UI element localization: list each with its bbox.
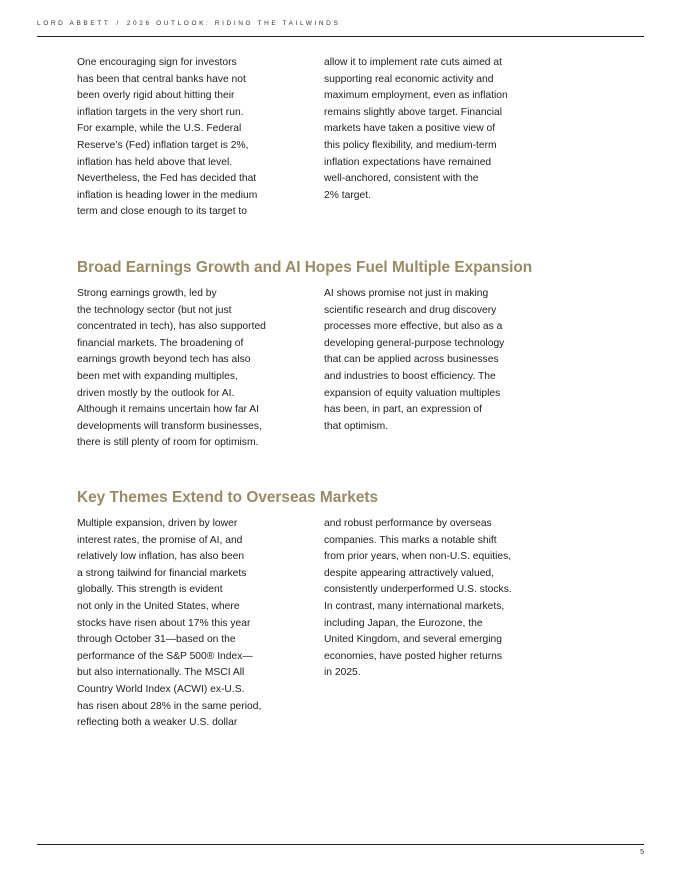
text-line: economies, have posted higher returns (324, 650, 503, 662)
page-number: 5 (640, 849, 644, 856)
text-line: been overly rigid about hitting their (77, 90, 235, 102)
text-line: companies. This marks a notable shift (324, 534, 497, 546)
overseas-left-column (77, 516, 324, 732)
text-line: supporting real economic activity and (324, 73, 494, 85)
text-line: In contrast, many international markets, (324, 600, 505, 612)
overseas-section (77, 488, 547, 732)
text-line: term and close enough to its target to (77, 206, 247, 218)
text-line: inflation has held above that level. (77, 156, 233, 168)
text-line: inflation expectations have remained (324, 156, 492, 168)
text-line: consistently underperformed U.S. stocks. (324, 584, 512, 596)
text-line: inflation is heading lower in the medium (77, 189, 258, 201)
text-line: in 2025. (324, 667, 361, 679)
text-line: Multiple expansion, driven by lower (77, 518, 238, 529)
text-line: scientific research and drug discovery (324, 304, 497, 316)
text-line: from prior years, when non-U.S. equities, (324, 551, 512, 563)
text-line: that optimism. (324, 420, 389, 432)
text-line: driven mostly by the outlook for AI. (77, 387, 235, 399)
text-line: For example, while the U.S. Federal (77, 123, 242, 135)
text-line: has been, in part, an expression of (324, 404, 482, 416)
text-line: stocks have risen about 17% this year (77, 617, 251, 629)
text-line: not only in the United States, where (77, 600, 240, 612)
text-line: processes more effective, but also as a (324, 321, 503, 333)
running-header (37, 20, 340, 27)
text-line: including Japan, the Eurozone, the (324, 617, 483, 629)
text-line: developing general-purpose technology (324, 337, 505, 349)
intro-section (77, 55, 547, 221)
text-line: relatively low inflation, has also been (77, 551, 245, 563)
section-heading-earnings: Broad Earnings Growth and AI Hopes Fuel Multiple Expansion (77, 259, 533, 276)
text-line: Although it remains uncertain how far AI (77, 404, 260, 416)
footer-rule (37, 844, 644, 845)
text-line: despite appearing attractively valued, (324, 567, 495, 579)
text-line: reflecting both a weaker U.S. dollar (77, 717, 238, 729)
document-title: 2026 OUTLOOK: RIDING THE TAILWINDS (126, 20, 341, 27)
text-line: performance of the S&P 500® Index— (77, 650, 253, 662)
text-line: United Kingdom, and several emerging (324, 634, 503, 646)
text-line: globally. This strength is evident (77, 584, 223, 596)
text-line: inflation targets in the very short run. (77, 106, 244, 118)
text-line: concentrated in tech), has also supported (77, 321, 266, 333)
text-line: maximum employment, even as inflation (324, 90, 508, 102)
text-line: allow it to implement rate cuts aimed at (324, 57, 502, 68)
text-line: this policy flexibility, and medium-term (324, 139, 497, 151)
earnings-right-column (324, 286, 546, 452)
text-line: through October 31—based on the (77, 634, 236, 646)
text-line: remains slightly above target. Financial (324, 106, 502, 118)
overseas-right-column (324, 516, 546, 732)
text-line: expansion of equity valuation multiples (324, 387, 501, 399)
text-line: that can be applied across businesses (324, 354, 499, 366)
text-line: Country World Index (ACWI) ex-U.S. (77, 683, 245, 695)
section-heading-overseas: Key Themes Extend to Overseas Markets (77, 489, 379, 506)
earnings-left-column (77, 286, 324, 452)
text-line: there is still plenty of room for optimism. (77, 437, 259, 449)
text-line: a strong tailwind for financial markets (77, 567, 247, 579)
header-separator: / (116, 20, 121, 27)
text-line: the technology sector (but not just (77, 304, 232, 316)
text-line: AI shows promise not just in making (324, 288, 489, 299)
text-line: has been that central banks have not (77, 73, 246, 85)
text-line: 2% target. (324, 189, 371, 201)
text-line: financial markets. The broadening of (77, 337, 244, 349)
header-rule (37, 36, 644, 37)
text-line: developments will transform businesses, (77, 420, 262, 432)
brand-name: LORD ABBETT (37, 20, 111, 27)
intro-left-column (77, 55, 324, 221)
text-line: One encouraging sign for investors (77, 57, 237, 68)
text-line: Nevertheless, the Fed has decided that (77, 173, 257, 185)
text-line: and robust performance by overseas (324, 518, 492, 529)
text-line: Strong earnings growth, led by (77, 288, 217, 299)
text-line: been met with expanding multiples, (77, 370, 238, 382)
text-line: has risen about 28% in the same period, (77, 700, 262, 712)
text-line: and industries to boost efficiency. The (324, 370, 496, 382)
text-line: but also internationally. The MSCI All (77, 667, 245, 679)
intro-right-column (324, 55, 546, 221)
text-line: Reserve’s (Fed) inflation target is 2%, (77, 139, 249, 151)
earnings-section (77, 258, 547, 452)
text-line: well-anchored, consistent with the (324, 173, 479, 185)
text-line: earnings growth beyond tech has also (77, 354, 251, 366)
text-line: interest rates, the promise of AI, and (77, 534, 243, 546)
text-line: markets have taken a positive view of (324, 123, 496, 135)
